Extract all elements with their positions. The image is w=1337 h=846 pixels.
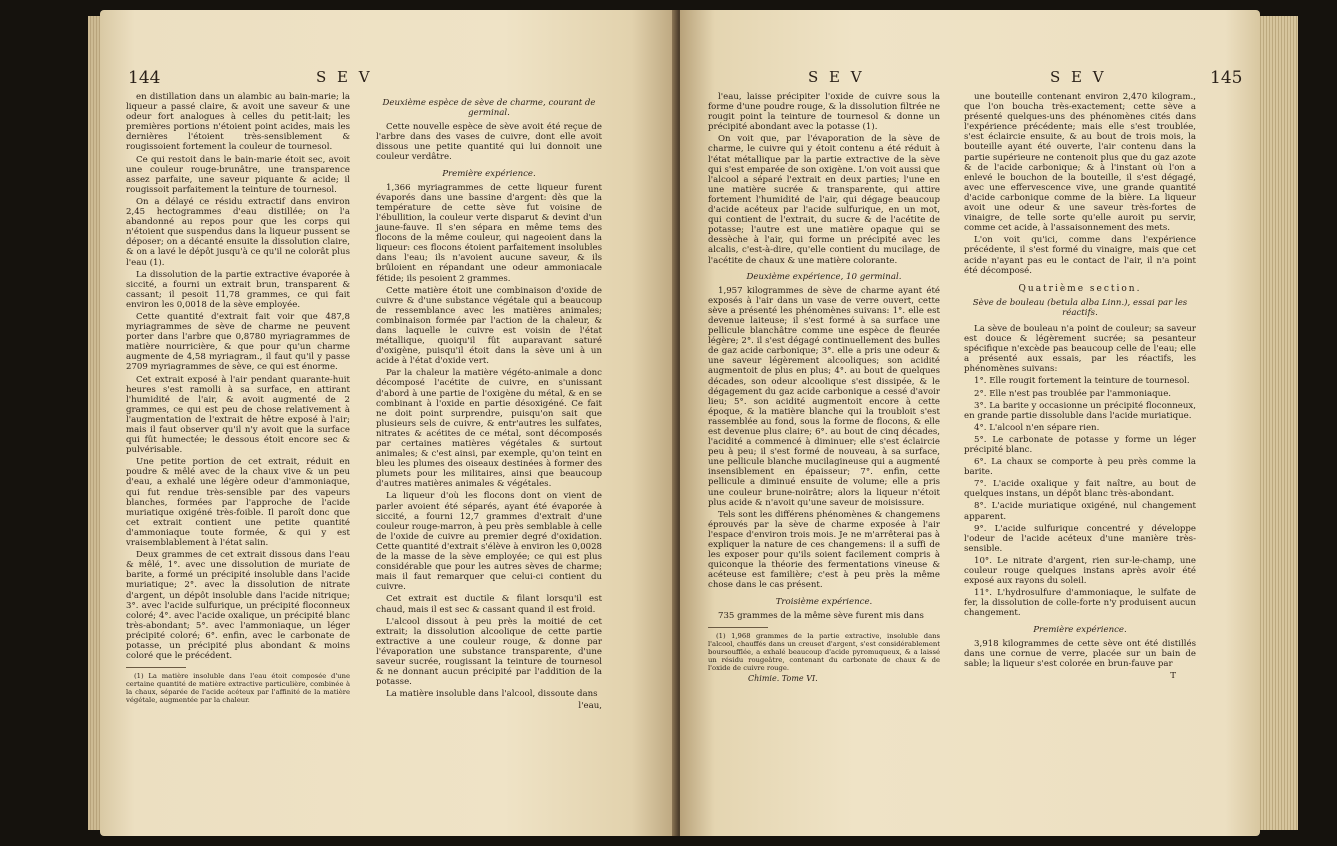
right-page-number: 145 — [1210, 68, 1243, 88]
paragraph: 3,918 kilogrammes de cette sève ont été distillés dans une cornue de verre, placée sur un bain de sable; la liqueur s'est colorée en brun-fauve par — [964, 638, 1196, 669]
list-item: 5°. Le carbonate de potasse y forme un léger précipité blanc. — [964, 434, 1196, 455]
paragraph: Une petite portion de cet extrait, réduit en poudre & mêlé avec de la chaux vive & un peu d'eau, a exhalé une légère odeur d'ammoniaque, qui fut rendue très-sensible par des vapeurs blanches, formées par l'approche de l'acide muriatique oxigéné très-foible. Il paroît donc que cet extrait contient une petite quantité d'ammoniaque toute formée, & qui y est vraisemblablement à l'état salin. — [126, 457, 350, 549]
paragraph: 1,366 myriagrammes de cette liqueur furent évaporés dans une bassine d'argent: dès que la température de cette sève fut voisine de l'ébullition, la couleur verte disparut & devint d'un jaune-fauve. Il s'en sépara en même tems des flocons de la même couleur, qui nageoient dans la liqueur: ces flocons étoient parfaitement insolubles dans l'eau; ils n'avoient aucune saveur, & ils brûloient en répandant une odeur ammoniacale fétide; ils pesoient 2 grammes. — [376, 182, 602, 284]
left-page — [100, 10, 678, 836]
footnote-rule — [126, 667, 186, 668]
paragraph: une bouteille contenant environ 2,470 kilogram., que l'on boucha très-exactement; cette sève a présenté quelques-uns des phénomènes cités dans l'expérience précédente; mais elle s'est troublée, s'est éclaircie ensuite, & au bout de trois mois, la bouteille ayant été ouverte, l'air contenu dans la partie supérieure ne contenoit plus que du gaz azote & de l'acide carbonique; & à l'instant où l'on a enlevé le bouchon de la bouteille, il s'est dégagé, avec une effervescence vive, une grande quantité d'acide carbonique comme de la bière. La liqueur avoit une odeur & une saveur très-fortes de vinaigre, de telle sorte qu'elle auroit pu servir, comme cet acide, à l'assaisonnement des mets. — [964, 92, 1196, 234]
paragraph: Cette nouvelle espèce de sève avoit été reçue de l'arbre dans des vases de cuivre, dont elle avoit dissous une petite quantité qui lui donnoit une couleur verdâtre. — [376, 122, 602, 163]
paragraph: l'eau, laisse précipiter l'oxide de cuivre sous la forme d'une poudre rouge, & la dissolution filtrée ne rougit point la teinture de tournesol & donne un précipité abondant avec la potasse (1). — [708, 92, 940, 133]
paragraph: Cette quantité d'extrait fait voir que 487,8 myriagrammes de sève de charme ne peuvent porter dans l'arbre que 0,8780 myriagrammes de matière nourricière, & que pour qu'un charme augmente de 4,58 myriagram., il faut qu'il y passe 2709 myriagrammes de sève, ce qui est énorme. — [126, 311, 350, 373]
list-item: 4°. L'alcool n'en sépare rien. — [974, 422, 1100, 433]
experiment-heading: Deuxième expérience, 10 germinal. — [746, 271, 902, 282]
paragraph: 735 grammes de la même sève furent mis dans — [718, 610, 924, 621]
list-item: 10°. Le nitrate d'argent, rien sur-le-champ, une couleur rouge quelques instans après avoir été exposé aux rayons du soleil. — [964, 555, 1196, 587]
footnote: (1) La matière insoluble dans l'eau étoit composée d'une certaine quantité de matière extractive particulière, combinée à la chaux, séparée de l'acide acéteux par l'affinité de la matière végétale, augmentée par la chaleur. — [126, 672, 350, 705]
paragraph: On voit que, par l'évaporation de la sève de charme, le cuivre qui y étoit contenu a été réduit à l'état métallique par la partie extractive de la sève qui s'est emparée de son oxigène. L'on voit aussi que l'alcool a séparé l'extrait en deux parties; l'une en une matière sucrée & transparente, qui attire fortement l'humidité de l'air, qui dégage beaucoup d'acide acéteux par l'acide sulfurique, en un mot, qui contient de l'extrait, du sucre & de l'acétite de potasse; l'autre est une matière opaque qui se dessèche à l'air, qui forme un précipité avec les alcalis, c'est-à-dire, qu'elle contient du mucilage, de l'acétite de chaux & une matière colorante. — [708, 134, 941, 266]
list-item: 6°. La chaux se comporte à peu près comme la barite. — [964, 457, 1196, 478]
section-heading: Quatrième section. — [1018, 283, 1142, 294]
right-column-2 — [964, 92, 1196, 681]
paragraph: On a délayé ce résidu extractif dans environ 2,45 hectogrammes d'eau distillée; on l'a abandonné au repos pour que les corps qui n'étoient que suspendus dans la liqueur pussent se déposer; on a décanté ensuite la dissolution claire, & on a lavé le dépôt jusqu'à ce qu'il ne colorât plus l'eau (1). — [126, 196, 350, 268]
right-page-edges — [1258, 16, 1298, 830]
list-item: 7°. L'acide oxalique y fait naître, au bout de quelques instans, un dépôt blanc très-abondant. — [964, 479, 1196, 500]
list-item: 11°. L'hydrosulfure d'ammoniaque, le sulfate de fer, la dissolution de colle-forte n'y produisent aucun changement. — [964, 588, 1196, 619]
paragraph: L'on voit qu'ici, comme dans l'expérience précédente, il s'est formé du vinaigre, mais que cet acide n'ayant pas eu le contact de l'air, il n'a point été décomposé. — [964, 235, 1196, 276]
list-item: 2°. Elle n'est pas troublée par l'ammoniaque. — [974, 388, 1172, 399]
paragraph: en distillation dans un alambic au bain-marie; la liqueur a passé claire, & avoit une saveur & une odeur fort analogues à celles du petit-lait; les premières portions n'étoient point acides, mais les dernières l'étoient très-sensiblement & rougissoient fortement la couleur de tournesol. — [126, 92, 350, 153]
footnote-rule — [708, 627, 768, 628]
signature-line: Chimie. Tome VI. — [748, 673, 818, 683]
left-page-number: 144 — [128, 68, 161, 88]
experiment-heading: Troisième expérience. — [775, 596, 873, 607]
paragraph: La matière insoluble dans l'alcool, dissoute dans — [386, 689, 598, 700]
right-page — [680, 10, 1260, 836]
catchword: l'eau, — [578, 701, 602, 712]
footnote: (1) 1,968 grammes de la partie extractive, insoluble dans l'alcool, chauffés dans un creuset d'argent, s'est considérablement boursoufflée, a exhalé beaucoup d'acide pyromuqueux, & a laissé un résidu rougeâtre, contenant du carbonate de chaux & de l'oxide de cuivre rouge. — [708, 631, 940, 672]
list-item: 9°. L'acide sulfurique concentré y développe l'odeur de l'acide acéteux d'une manière très-sensible. — [964, 523, 1196, 554]
experiment-heading: Première expérience. — [442, 168, 536, 179]
right-running-head-2: S E V — [1050, 68, 1107, 86]
paragraph: La sève de bouleau n'a point de couleur; sa saveur est douce & légèrement sucrée; sa pesanteur spécifique n'excède pas beaucoup celle de l'eau; elle a présenté aux essais, par les réactifs, les phénomènes suivans: — [964, 323, 1196, 375]
section-heading: Deuxième espèce de sève de charme, courant de germinal. — [382, 98, 596, 119]
paragraph: Tels sont les différens phénomènes & changemens éprouvés par la sève de charme exposée à l'air l'espace d'environ trois mois. Je ne m'arrêterai pas à expliquer la nature de ces changemens: il a suffi de les exposer pour qu'ils soient facilement compris à quiconque la théorie des fermentations vineuse & acéteuse est familière; c'est à peu près la même chose dans le cas présent. — [708, 509, 940, 591]
paragraph: L'alcool dissout à peu près la moitié de cet extrait; la dissolution alcoolique de cette partie extractive a une couleur rouge, & donne par l'évaporation une substance transparente, d'une saveur sucrée, rougissant la teinture de tournesol & ne donnant aucun précipité par l'addition de la potasse. — [376, 616, 602, 688]
list-item: 1°. Elle rougit fortement la teinture de tournesol. — [974, 376, 1190, 387]
right-column-1 — [708, 92, 940, 684]
paragraph: La liqueur d'où les flocons dont on vient de parler avoient été séparés, ayant été évaporée à siccité, a fourni 12,7 grammes d'extrait d'une couleur rouge-marron, à peu près semblable à celle de l'oxide de cuivre au premier degré d'oxidation. Cette quantité d'extrait s'élève à environ les 0,0028 de la masse de la sève employée; ce qui est plus considérable que pour les autres sèves de charme; mais il faut remarquer que celui-ci contient du cuivre. — [376, 491, 603, 593]
paragraph: Par la chaleur la matière végéto-animale a donc décomposé l'acétite de cuivre, en s'unissant d'abord à une partie de l'oxigène du métal, & en se combinant à l'oxide en partie désoxigéné. Ce fait ne doit point surprendre, puisqu'on sait que plusieurs sels de cuivre, & entr'autres les sulfates, nitrates & acétites de ce métal, sont décomposés par certaines matières végétales & surtout animales; & c'est ainsi, par exemple, qu'on teint en bleu les plumes des oiseaux destinées à former des plumets pour les militaires, ainsi que beaucoup d'autres matières animales & végétales. — [376, 368, 602, 490]
paragraph: Cet extrait est ductile & filant lorsqu'il est chaud, mais il est sec & cassant quand il est froid. — [376, 594, 602, 615]
signature-mark: T — [1170, 670, 1176, 681]
left-column-1 — [126, 92, 350, 706]
paragraph: Ce qui restoit dans le bain-marie étoit sec, avoit une couleur rouge-brunâtre, une transparence assez parfaite, une saveur piquante & acide; il rougissoit parfaitement la teinture de tournesol. — [126, 154, 350, 195]
list-item: 3°. La barite y occasionne un précipité floconneux, en grande partie dissoluble dans l'acide muriatique. — [964, 400, 1197, 421]
paragraph: 1,957 kilogrammes de sève de charme ayant été exposés à l'air dans un vase de verre ouvert, cette sève a présenté les phénomènes suivans: 1°. elle est devenue laiteuse; il s'est formé à sa surface une pellicule blanchâtre comme une espèce de fleurée légère; 2°. il s'est dégagé continuellement des bulles de gaz acide carbonique; 3°. elle a pris une odeur & une saveur légèrement alcooliques; son acidité augmentoit de plus en plus; 4°. au bout de quelques décades, son odeur alcoolique s'est dissipée, & le dégagement du gaz acide carbonique a cessé d'avoir lieu; 5°. son acidité augmentoit encore à cette époque, & la matière blanche qui la troubloit s'est rassemblée au fond, sous la forme de flocons, & elle est devenue plus claire; 6°. au bout de cinq décades, l'acidité a commencé à diminuer; elle s'est éclaircie peu à peu; il s'est formé de nouveau, à sa surface, une pellicule blanche mucilagineuse qui a augmenté insensiblement en épaisseur; 7°. enfin, cette pellicule a diminué ensuite de volume; elle a pris une couleur brune-noirâtre; alors la liqueur n'étoit plus acide & n'avoit qu'une saveur de moisissure. — [708, 285, 940, 508]
left-running-head: S E V — [316, 68, 373, 86]
section-subheading: Sève de bouleau (betula alba Linn.), essai par les réactifs. — [972, 297, 1188, 318]
list-item: 8°. L'acide muriatique oxigéné, nul changement apparent. — [964, 501, 1196, 522]
paragraph: Cette matière étoit une combinaison d'oxide de cuivre & d'une substance végétale qui a beaucoup de ressemblance avec les matières animales; combinaison formée par l'action de la chaleur, & dans laquelle le cuivre est voisin de l'état métallique, quoiqu'il fût auparavant saturé d'oxigène, puisqu'il étoit dans la sève uni à un acide à l'état d'oxide vert. — [376, 285, 602, 367]
left-column-2 — [376, 92, 602, 711]
paragraph: La dissolution de la partie extractive évaporée à siccité, a fourni un extrait brun, transparent & cassant; il pesoit 11,78 grammes, ce qui fait environ les 0,0018 de la sève employée. — [126, 269, 350, 310]
paragraph: Deux grammes de cet extrait dissous dans l'eau & mêlé, 1°. avec une dissolution de muriate de barite, a formé un précipité insoluble dans l'acide muriatique; 2°. avec la dissolution de nitrate d'argent, un dépôt insoluble dans l'acide nitrique; 3°. avec l'acide sulfurique, un précipité floconneux coloré; 4°. avec l'acide oxalique, un précipité blanc très-abondant; 5°. avec l'ammoniaque, un léger précipité coloré; 6°. enfin, avec le carbonate de potasse, un précipité plus abondant & moins coloré que le précédent. — [126, 550, 350, 662]
right-running-head-1: S E V — [808, 68, 865, 86]
experiment-heading: Première expérience. — [1033, 624, 1127, 635]
paragraph: Cet extrait exposé à l'air pendant quarante-huit heures s'est ramolli à sa surface, en attirant l'humidité de l'air, & avoit augmenté de 2 grammes, ce qui est peu de chose relativement à l'augmentation de l'extrait de hêtre exposé à l'air; mais il faut observer qu'il n'y avoit que la surface qui fût humectée; le dessous étoit encore sec & pulvérisable. — [126, 374, 350, 456]
